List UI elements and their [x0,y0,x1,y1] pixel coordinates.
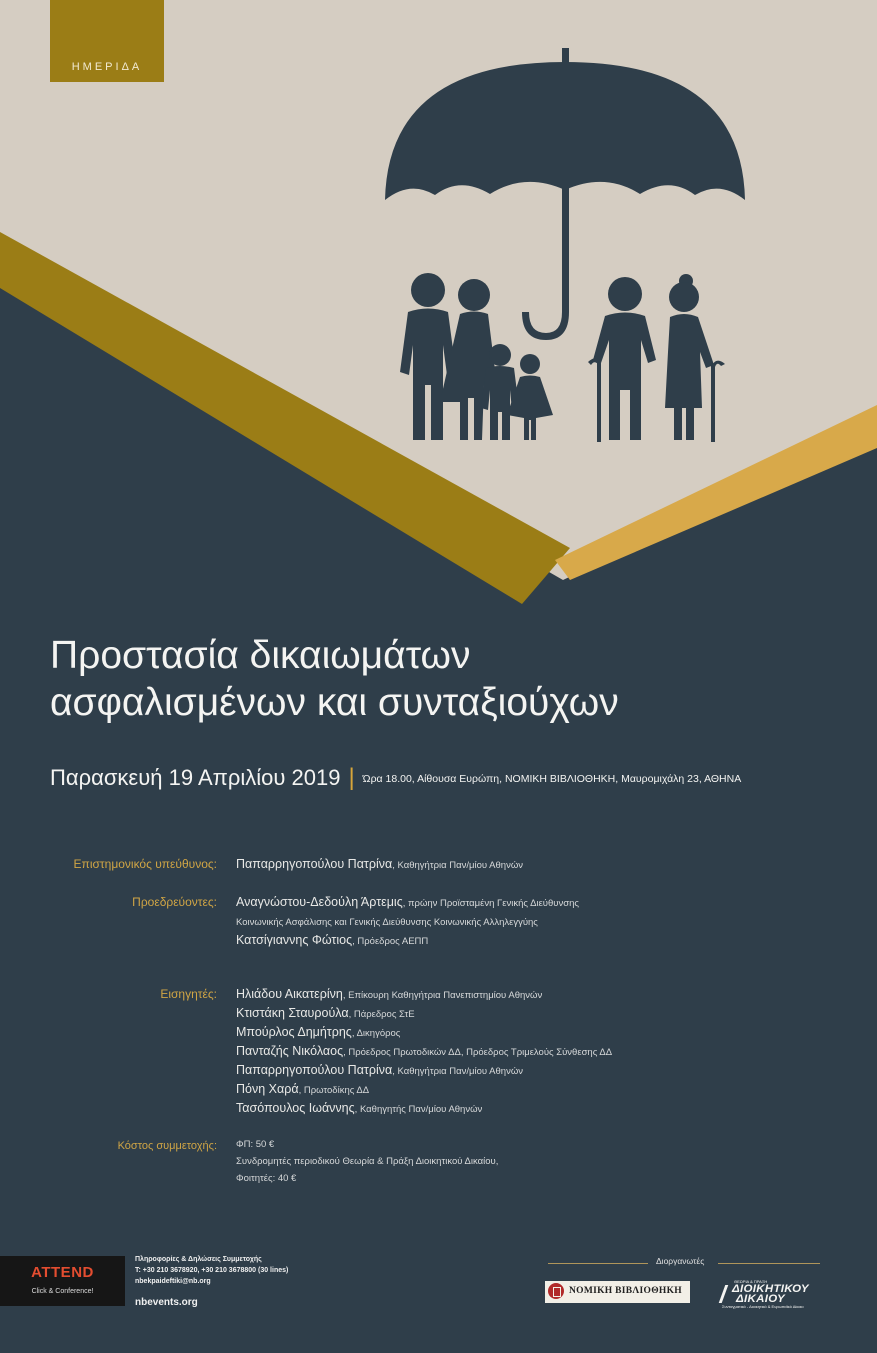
attend-logo-title: ATTEND [31,1264,94,1281]
speaker-item [236,1061,612,1080]
nb-logo-text: ΝΟΜΙΚΗ ΒΙΒΛΙΟΘΗΚΗ [569,1286,682,1296]
scientific-lead-label: Επιστημονικός υπεύθυνος: [73,857,217,871]
event-date: Παρασκευή 19 Απριλίου 2019 [50,765,341,790]
scientific-lead-value [236,855,523,874]
attend-logo [0,1256,125,1306]
speaker-title: , Καθηγητής Παν/μίου Αθηνών [354,1104,483,1115]
person-title: , Πρόεδρος ΑΕΠΠ [352,936,429,947]
speaker-name: Τασόπουλος Ιωάννης [236,1101,355,1115]
organizers-heading [548,1256,820,1270]
speaker-title: , Πρόεδρος Πρωτοδικών ΔΔ, Πρόεδρος Τριμελούς Σύνθεσης ΔΔ [343,1047,613,1058]
speaker-item [236,1099,612,1118]
dd-logo-small: ΘΕΩΡΙΑ & ΠΡΑΞΗ [734,1279,768,1284]
chairs-label: Προεδρεύοντες: [132,895,217,909]
chairs-value [236,893,579,950]
speaker-name: Πανταζής Νικόλαος [236,1044,344,1058]
dd-logo-line-1: ΔΙΟΙΚΗΤΙΚΟΥ [732,1283,809,1295]
info-email[interactable]: nbekpaideftiki@nb.org [135,1278,211,1285]
person-title: , πρώην Προϊσταμένη Γενικής Διεύθυνσης [402,898,579,909]
attend-logo-tagline: Click & Conference! [31,1288,94,1295]
cost-line-1: ΦΠ: 50 € [236,1139,275,1150]
event-venue: Ώρα 18.00, Αίθουσα Ευρώπη, ΝΟΜΙΚΗ ΒΙΒΛΙΟΘΗΚΗ, Μαυρομιχάλη 23, ΑΘΗΝΑ [362,773,742,785]
person-title: , Καθηγήτρια Παν/μίου Αθηνών [392,860,523,871]
divider [718,1263,820,1264]
info-title: Πληροφορίες & Δηλώσεις Συμμετοχής [135,1256,262,1263]
nomiki-vivliothiki-logo [545,1281,690,1303]
organizers-label: Διοργανωτές [656,1256,705,1266]
speakers-label: Εισηγητές: [160,987,217,1001]
dd-logo-line-2: ΔΙΚΑΙΟΥ [736,1293,785,1305]
registration-info [135,1256,288,1308]
cost-line-2: Συνδρομητές περιοδικού Θεωρία & Πράξη Διοικητικού Δικαίου, [236,1156,499,1167]
cost-label: Κόστος συμμετοχής: [117,1140,217,1152]
title-line-1: Προστασία δικαιωμάτων [50,634,471,677]
hero-illustration [0,0,877,620]
speaker-name: Πόνη Χαρά [236,1082,299,1096]
speaker-title: , Δικηγόρος [351,1028,401,1039]
info-phones: T: +30 210 3678920, +30 210 3678800 (30 lines) [135,1267,289,1274]
nb-emblem-icon [548,1283,564,1299]
event-title [50,632,619,726]
speaker-item [236,1004,612,1023]
title-line-2: ασφαλισμένων και συνταξιούχων [50,681,619,724]
event-type-badge [50,0,164,82]
cost-value [236,1139,498,1190]
speaker-item [236,1042,612,1061]
speakers-list [236,985,612,1118]
badge-label: ΗΜΕΡΙΔΑ [71,61,143,73]
info-website-link[interactable]: nbevents.org [135,1297,198,1308]
speaker-name: Παπαρρηγοπούλου Πατρίνα [236,1063,393,1077]
person-name: Αναγνώστου-Δεδούλη Άρτεμις [236,895,403,909]
person-name: Παπαρρηγοπούλου Πατρίνα [236,857,393,871]
cost-line-3: Φοιτητές: 40 € [236,1173,297,1184]
speaker-name: Ηλιάδου Αικατερίνη [236,987,343,1001]
dd-slash-icon [719,1285,729,1303]
divider [548,1263,648,1264]
speaker-name: Μπούρλος Δημήτρης [236,1025,352,1039]
person-title-continued: Κοινωνικής Ασφάλισης και Γενικής Διεύθυνσης Κοινωνικής Αλληλεγγύης [236,917,538,928]
speaker-name: Κτιστάκη Σταυρούλα [236,1006,349,1020]
dioikitiko-dikaio-logo [722,1279,822,1307]
speaker-item [236,985,612,1004]
speaker-title: , Επίκουρη Καθηγήτρια Πανεπιστημίου Αθηνών [342,990,543,1001]
speaker-item [236,1080,612,1099]
date-separator: | [348,764,355,791]
speaker-item [236,1023,612,1042]
speaker-title: , Καθηγήτρια Παν/μίου Αθηνών [392,1066,523,1077]
person-name: Κατσίγιαννης Φώτιος [236,933,353,947]
dd-logo-subtitle: Συνταγματικό - Διοικητικό & Ευρωπαϊκό Δίκαιο [722,1304,804,1309]
date-venue-line [50,764,741,792]
speaker-title: , Πάρεδρος ΣτΕ [348,1009,415,1020]
speaker-title: , Πρωτοδίκης ΔΔ [298,1085,370,1096]
